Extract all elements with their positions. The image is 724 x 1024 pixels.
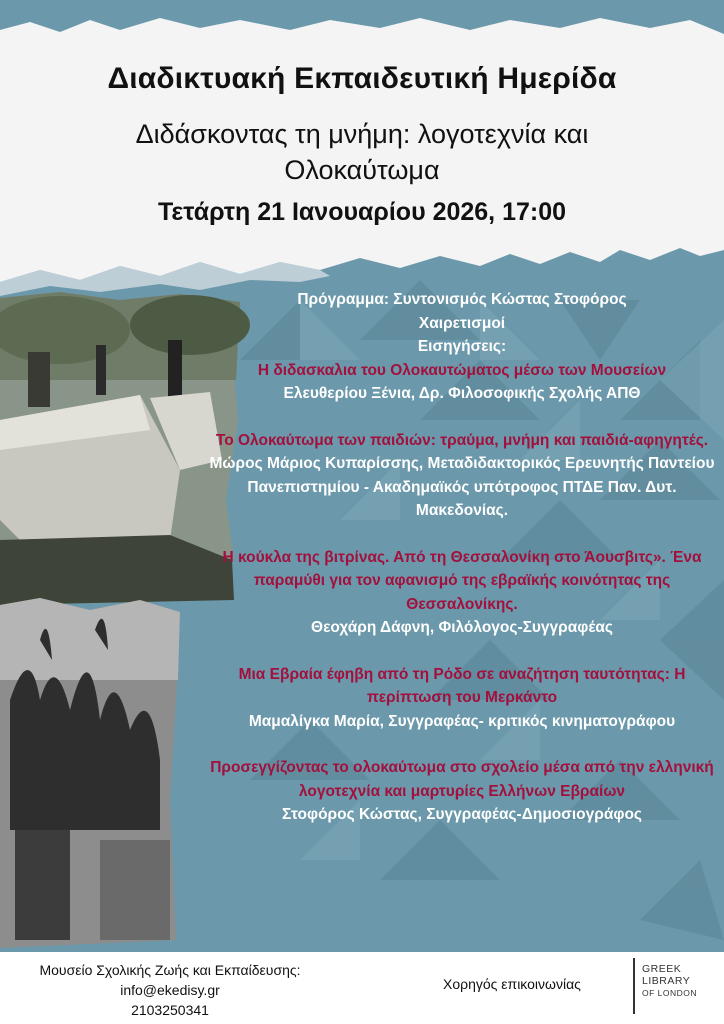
talks-label: Εισηγήσεις: <box>417 338 507 355</box>
museum-contact <box>10 960 330 1020</box>
museum-email[interactable]: info@ekedisy.gr <box>120 982 220 998</box>
event-title: Διαδικτυακή Εκπαιδευτική Ημερίδα <box>107 62 617 95</box>
talk-speaker-3: Θεοχάρη Δάφνη, Φιλόλογος-Συγγραφέας <box>311 619 613 636</box>
logo-line-2: LIBRARY <box>642 975 691 987</box>
museum-phone: 2103250341 <box>131 1002 209 1018</box>
talk-title-1: Η διδασκαλια του Ολοκαυτώματος μέσω των Μουσείων <box>257 361 667 379</box>
logo-line-1: GREEK <box>642 963 682 975</box>
museum-name: Μουσείο Σχολικής Ζωής και Εκπαίδευσης: <box>39 962 301 978</box>
talk-title-3: Η κούκλα της βιτρίνας. Από τη Θεσσαλονίκη στο Άουσβιτς». Ένα παραμύθι για τον αφανισμό της εβραϊκής κοινότητας της Θεσσαλονίκης. <box>222 548 702 613</box>
talk-speaker-4: Μαμαλίγκα Μαρία, Συγγραφέας- κριτικός κινηματογράφου <box>248 712 676 730</box>
program-section <box>200 288 724 827</box>
talk-speaker-1: Ελευθερίου Ξένια, Δρ. Φιλοσοφικής Σχολής ΑΠΘ <box>283 385 641 402</box>
talk-title-4: Μια Εβραία έφηβη από τη Ρόδο σε αναζήτηση ταυτότητας: Η περίπτωση του Μερκάντο <box>238 665 686 706</box>
talk-title-5: Προσεγγίζοντας το ολοκαύτωμα στο σχολείο μέσα από την ελληνική λογοτεχνία και μαρτυρίες Ελλήνων Εβραίων <box>210 759 714 800</box>
talk-title-2: Το Ολοκαύτωμα των παιδιών: τραύμα, μνήμη και παιδιά-αφηγητές. <box>215 431 709 449</box>
subtitle-line-2: Ολοκαύτωμα <box>284 155 440 185</box>
talk-speaker-2: Μώρος Μάριος Κυπαρίσσης, Μεταδιδακτορικός Ερευνητής Παντείου Πανεπιστημίου - Ακαδημαϊκός υπότροφος ΠΤΔΕ Παν. Δυτ. Μακεδονίας. <box>209 455 715 519</box>
greetings: Χαιρετισμοί <box>418 314 506 332</box>
event-subtitle <box>0 116 724 188</box>
subtitle-line-1: Διδάσκοντας τη μνήμη: λογοτεχνία και <box>135 119 589 149</box>
sponsor-label: Χορηγός επικοινωνίας <box>443 976 581 992</box>
logo-line-3: OF LONDON <box>642 988 698 998</box>
program-intro: Πρόγραμμα: Συντονισμός Κώστας Στοφόρος <box>297 291 627 308</box>
logo-divider <box>633 958 635 1014</box>
talk-speaker-5: Στοφόρος Κώστας, Συγγραφέας-Δημοσιογράφος <box>282 806 642 823</box>
greek-library-logo <box>642 963 697 999</box>
event-date: Τετάρτη 21 Ιανουαρίου 2026, 17:00 <box>157 198 567 226</box>
